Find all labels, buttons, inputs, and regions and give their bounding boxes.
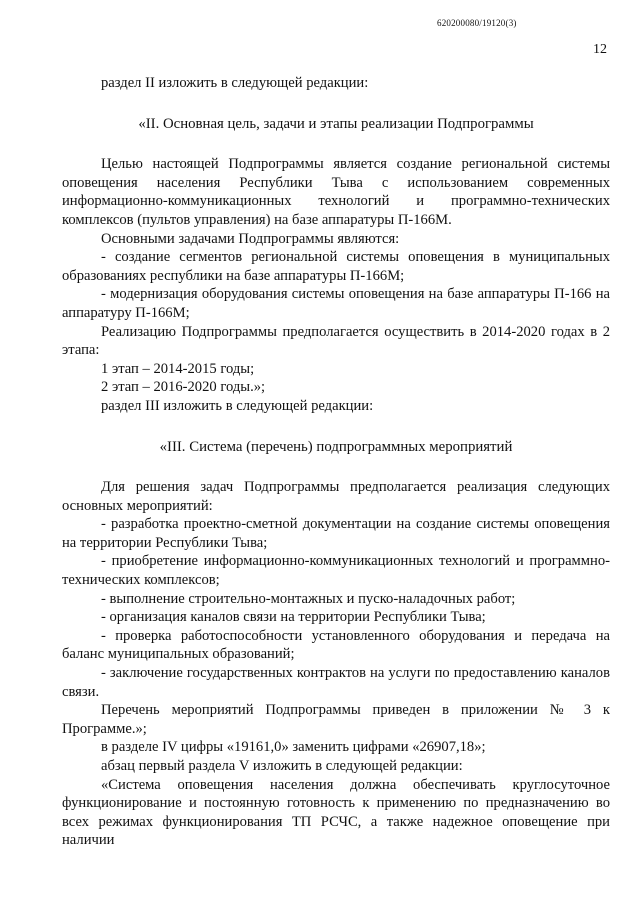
heading-section-2: «II. Основная цель, задачи и этапы реализации Подпрограммы bbox=[138, 115, 534, 132]
page-number: 12 bbox=[593, 42, 607, 57]
section-5-intro: абзац первый раздела V изложить в следующей редакции: bbox=[101, 758, 463, 774]
task-item-1: - создание сегментов региональной системы оповещения в муниципальных образованиях республики на базе аппаратуры П-166М; bbox=[62, 249, 610, 284]
section-5-text: «Система оповещения населения должна обеспечивать круглосуточное функционирование и постоянную готовность к применению по предназначению во всех режимах функционирования ТП РСЧС, а также надежное оповещение при наличии bbox=[62, 776, 610, 849]
task-item-2: - модернизация оборудования системы оповещения на базе аппаратуры П-166 на аппаратуру П-166М; bbox=[62, 286, 610, 321]
measure-item-6: - заключение государственных контрактов на услуги по предоставлению каналов связи. bbox=[62, 665, 610, 700]
intro-section-3: раздел III изложить в следующей редакции: bbox=[101, 397, 374, 414]
intro-section-2: раздел II изложить в следующей редакции: bbox=[101, 75, 369, 91]
section-4-change: в разделе IV цифры «19161,0» заменить цифрами «26907,18»; bbox=[101, 739, 486, 756]
document-code: 620200080/19120(3) bbox=[437, 18, 517, 28]
document-body bbox=[62, 74, 610, 850]
goal-paragraph: Целью настоящей Подпрограммы является создание региональной системы оповещения населения Республики Тыва с использованием современных информационно-коммуникационных технологий и программно-технических комплексов (пультов управления) на базе аппаратуры П-166М. bbox=[62, 156, 610, 228]
stage-item-2: 2 этап – 2016-2020 годы.»; bbox=[101, 379, 266, 396]
measures-list-reference: Перечень мероприятий Подпрограммы приведен в приложении № 3 к Программе.»; bbox=[62, 702, 610, 737]
heading-section-3: «III. Система (перечень) подпрограммных мероприятий bbox=[159, 438, 513, 455]
measure-item-1: - разработка проектно-сметной документации на создание системы оповещения на территории Республики Тыва; bbox=[62, 516, 610, 551]
measure-item-5: - проверка работоспособности установленного оборудования и передача на баланс муниципальных образований; bbox=[62, 627, 610, 663]
measures-intro: Для решения задач Подпрограммы предполагается реализация следующих основных мероприятий: bbox=[62, 479, 610, 514]
stages-intro: Реализацию Подпрограммы предполагается осуществить в 2014-2020 годах в 2 этапа: bbox=[62, 323, 610, 359]
stage-item-1: 1 этап – 2014-2015 годы; bbox=[101, 360, 255, 377]
measure-item-3: - выполнение строительно-монтажных и пуско-наладочных работ; bbox=[101, 590, 516, 607]
measure-item-2: - приобретение информационно-коммуникационных технологий и программно-технических комплексов; bbox=[62, 553, 610, 589]
measure-item-4: - организация каналов связи на территории Республики Тыва; bbox=[101, 609, 486, 626]
tasks-intro: Основными задачами Подпрограммы являются: bbox=[101, 230, 400, 247]
